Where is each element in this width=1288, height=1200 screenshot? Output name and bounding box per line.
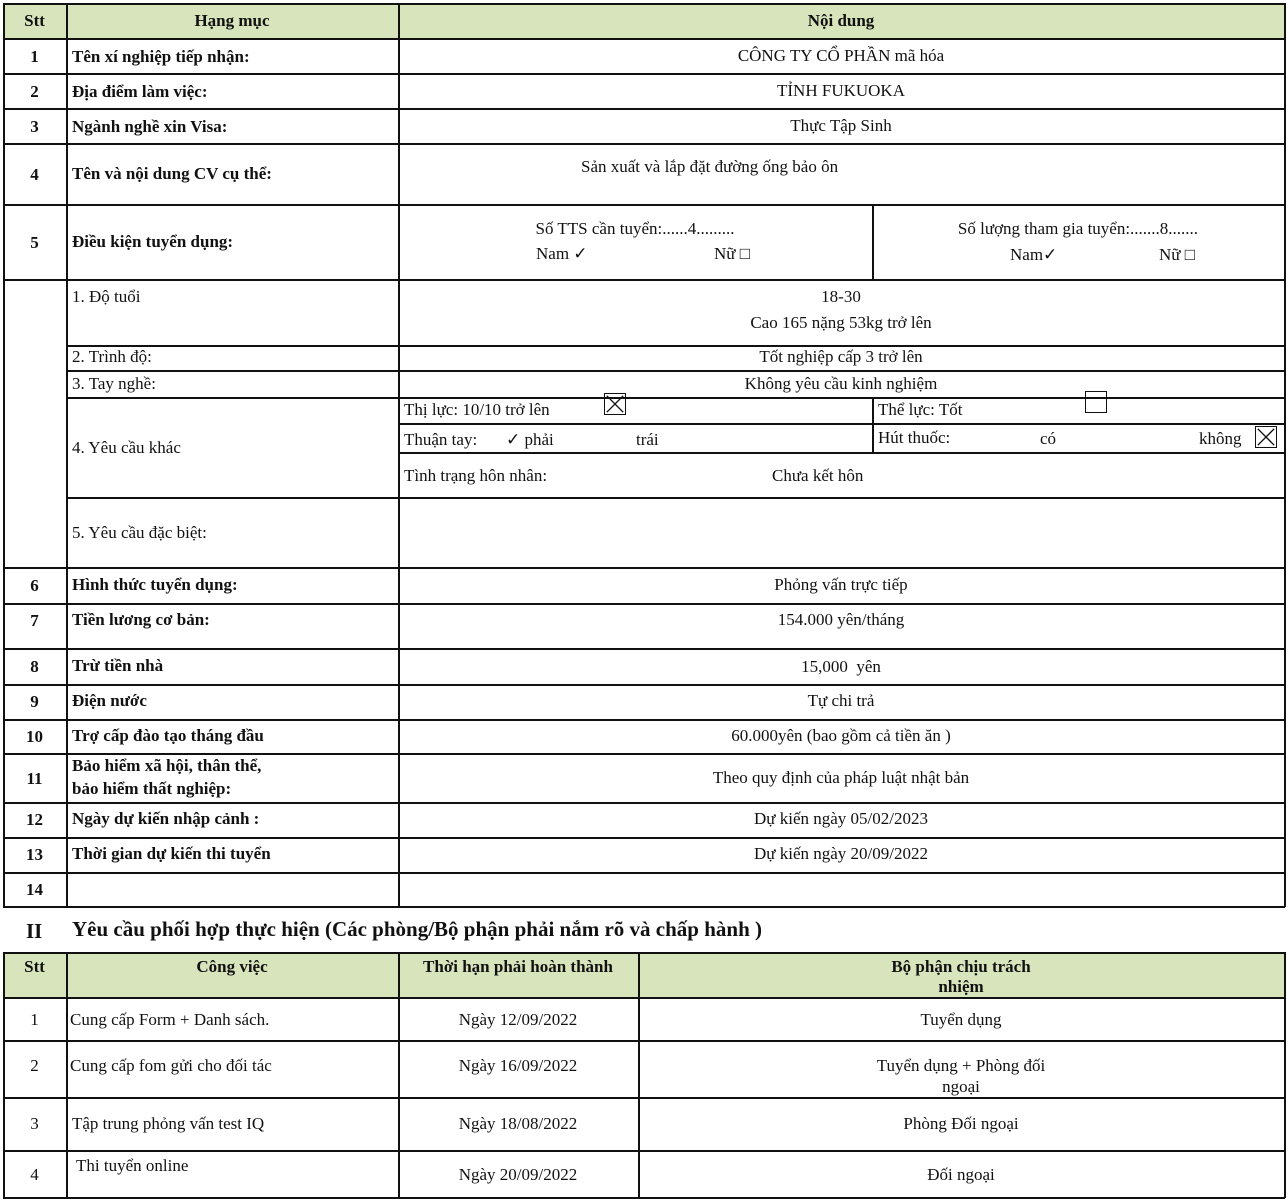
row-9-label: Điện nước — [72, 691, 147, 710]
t2-row-1-deadline: Ngày 12/09/2022 — [458, 1010, 578, 1029]
skill-label: 3. Tay nghề: — [72, 374, 156, 393]
row-2-value: TỈNH FUKUOKA — [777, 81, 905, 100]
row-8-value: 15,000 yên — [801, 657, 881, 676]
row-11-stt: 11 — [26, 769, 43, 788]
row-9-value: Tự chi trả — [807, 691, 875, 710]
row-5-left-count: Số TTS cần tuyển:......4......... — [535, 219, 735, 238]
t2-row-3-deadline: Ngày 18/08/2022 — [458, 1114, 578, 1133]
section-2-number: II — [26, 919, 43, 943]
row-14-stt: 14 — [26, 880, 43, 899]
row-6-value: Phỏng vấn trực tiếp — [774, 575, 908, 594]
header-hang-muc: Hạng mục — [194, 11, 270, 30]
skill-value: Không yêu cầu kinh nghiệm — [744, 374, 938, 393]
t2-header-dept-line2: nhiệm — [938, 977, 984, 996]
row-1-stt: 1 — [30, 47, 39, 66]
education-label: 2. Trình độ: — [72, 347, 152, 366]
row-7-label: Tiền lương cơ bản: — [72, 610, 210, 629]
x-mark-icon — [605, 394, 625, 414]
row-6-label: Hình thức tuyển dụng: — [72, 575, 238, 594]
t2-row-2-task: Cung cấp fom gửi cho đối tác — [70, 1056, 272, 1075]
row-5-left-female: Nữ □ — [714, 244, 751, 263]
x-mark-icon — [1256, 427, 1276, 447]
row-2-stt: 2 — [30, 82, 39, 101]
row-2-label: Địa điểm làm việc: — [72, 82, 208, 101]
t2-header-deadline: Thời hạn phải hoàn thành — [423, 957, 613, 976]
special-requirements-label: 5. Yêu cầu đặc biệt: — [72, 523, 207, 542]
row-10-stt: 10 — [26, 727, 43, 746]
vision-label: Thị lực: 10/10 trở lên — [404, 400, 550, 419]
smoking-yes: có — [1040, 429, 1057, 448]
row-13-label: Thời gian dự kiến thi tuyển — [72, 844, 271, 863]
row-1-value: CÔNG TY CỔ PHẦN mã hóa — [737, 46, 945, 65]
age-label: 1. Độ tuổi — [72, 287, 141, 306]
t2-header-dept-line1: Bộ phận chịu trách — [891, 957, 1031, 976]
t2-row-2-stt: 2 — [30, 1056, 39, 1075]
row-6-stt: 6 — [30, 576, 39, 595]
row-12-label: Ngày dự kiến nhập cảnh : — [72, 809, 260, 828]
row-13-stt: 13 — [26, 845, 43, 864]
marital-value: Chưa kết hôn — [772, 466, 864, 485]
row-5-right-female: Nữ □ — [1159, 245, 1196, 264]
row-5-right-count: Số lượng tham gia tuyển:.......8....... — [957, 219, 1199, 238]
row-7-value: 154.000 yên/tháng — [777, 610, 905, 629]
row-4-stt: 4 — [30, 165, 39, 184]
row-8-stt: 8 — [30, 657, 39, 676]
height-weight-value: Cao 165 nặng 53kg trở lên — [750, 313, 932, 332]
row-10-value: 60.000yên (bao gồm cả tiền ăn ) — [731, 726, 951, 745]
header-noi-dung: Nội dung — [807, 11, 875, 30]
vision-checkbox[interactable] — [604, 393, 626, 415]
t2-header-stt: Stt — [24, 957, 45, 976]
handedness-right: ✓ phải — [506, 430, 554, 449]
row-1-label: Tên xí nghiệp tiếp nhận: — [72, 47, 250, 66]
t2-row-3-stt: 3 — [30, 1114, 39, 1133]
t2-header-task: Công việc — [196, 957, 268, 976]
smoking-no: không — [1199, 429, 1242, 448]
t2-row-3-dept: Phòng Đối ngoại — [903, 1114, 1019, 1133]
t2-row-4-stt: 4 — [30, 1165, 39, 1184]
t2-row-4-task: Thi tuyển online — [76, 1156, 189, 1175]
physical-label: Thể lực: Tốt — [878, 400, 963, 419]
row-3-value: Thực Tập Sinh — [790, 116, 892, 135]
row-11-label-line1: Bảo hiểm xã hội, thân thể, — [72, 756, 262, 775]
handedness-label: Thuận tay: — [404, 430, 478, 449]
smoking-no-checkbox[interactable] — [1255, 426, 1277, 448]
row-5-right-male: Nam✓ — [1010, 245, 1058, 264]
other-requirements-label: 4. Yêu cầu khác — [72, 438, 181, 457]
education-value: Tốt nghiệp cấp 3 trở lên — [759, 347, 923, 366]
t2-row-2-dept-line1: Tuyển dụng + Phòng đối — [876, 1056, 1046, 1075]
row-11-value: Theo quy định của pháp luật nhật bản — [712, 768, 970, 787]
row-5-label: Điều kiện tuyển dụng: — [72, 232, 234, 251]
row-12-value: Dự kiến ngày 05/02/2023 — [753, 809, 928, 828]
t2-row-4-deadline: Ngày 20/09/2022 — [458, 1165, 578, 1184]
row-4-value: Sản xuất và lắp đặt đường ống bảo ôn — [581, 157, 839, 176]
row-5-left-male: Nam ✓ — [536, 244, 588, 263]
row-9-stt: 9 — [30, 692, 39, 711]
row-10-label: Trợ cấp đào tạo tháng đầu — [72, 726, 264, 745]
marital-label: Tình trạng hôn nhân: — [404, 466, 548, 485]
row-13-value: Dự kiến ngày 20/09/2022 — [753, 844, 928, 863]
t2-row-1-stt: 1 — [30, 1010, 39, 1029]
t2-row-2-dept-line2: ngoại — [942, 1077, 980, 1096]
row-4-label: Tên và nội dung CV cụ thể: — [72, 164, 272, 183]
handedness-left: trái — [636, 430, 659, 449]
t2-row-1-task: Cung cấp Form + Danh sách. — [70, 1010, 270, 1029]
row-8-label: Trừ tiền nhà — [72, 656, 164, 675]
t2-row-2-deadline: Ngày 16/09/2022 — [458, 1056, 578, 1075]
header-stt: Stt — [24, 11, 45, 30]
physical-checkbox[interactable] — [1085, 391, 1107, 413]
row-3-label: Ngành nghề xin Visa: — [72, 117, 228, 136]
row-12-stt: 12 — [26, 810, 43, 829]
row-11-label-line2: bảo hiểm thất nghiệp: — [72, 779, 232, 798]
t2-row-3-task: Tập trung phỏng vấn test IQ — [72, 1114, 265, 1133]
t2-row-1-dept: Tuyển dụng — [920, 1010, 1002, 1029]
row-3-stt: 3 — [30, 117, 39, 136]
section-2-title: Yêu cầu phối hợp thực hiện (Các phòng/Bộ phận phải nắm rõ và chấp hành ) — [72, 917, 762, 941]
row-7-stt: 7 — [30, 611, 39, 630]
row-5-stt: 5 — [30, 233, 39, 252]
smoking-label: Hút thuốc: — [878, 428, 951, 447]
age-value: 18-30 — [821, 287, 861, 306]
t2-row-4-dept: Đối ngoại — [927, 1165, 995, 1184]
